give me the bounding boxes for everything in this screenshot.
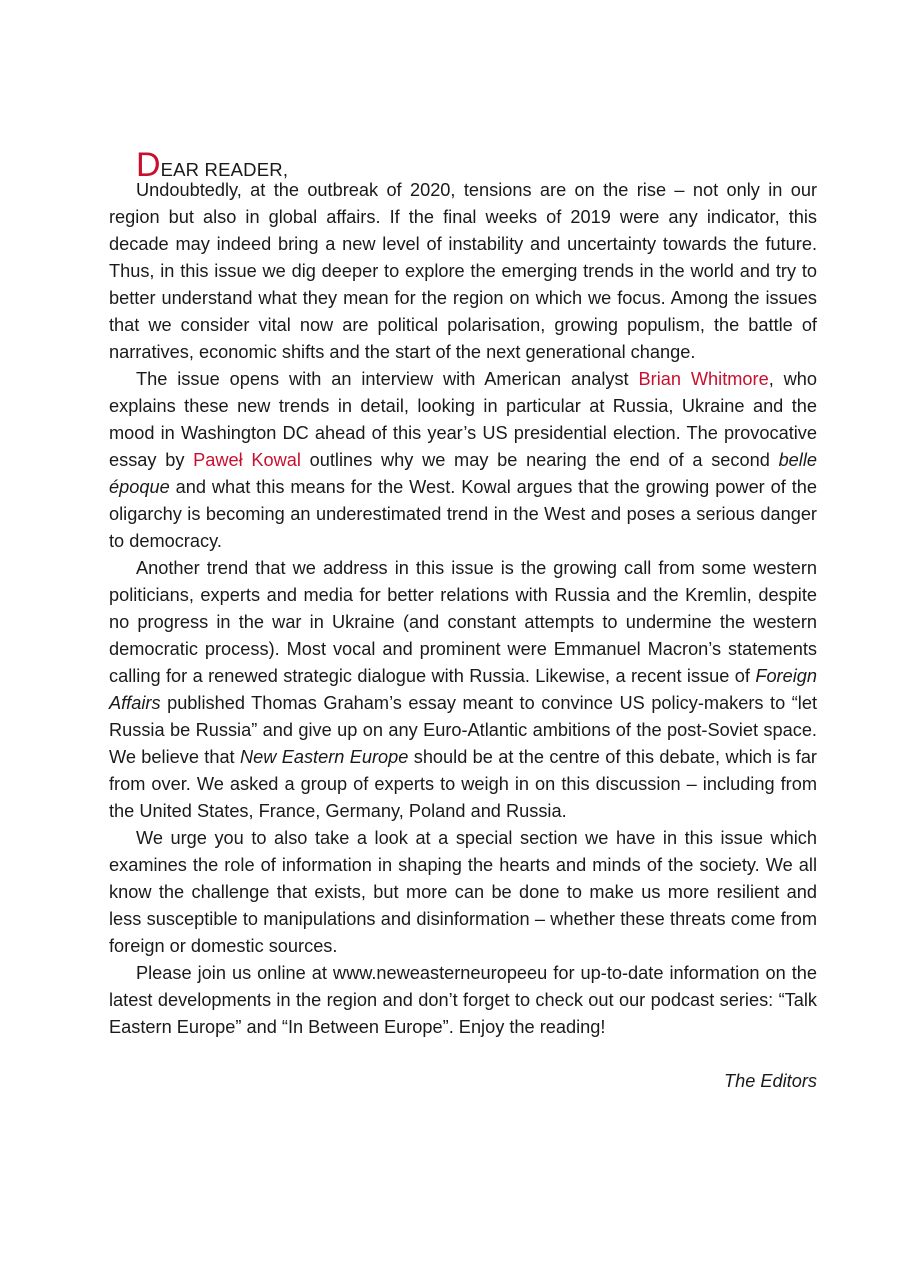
paragraph-trend-text-a: Another trend that we address in this issue is the growing call from some western politicians, experts and media for better relations with Russia and the Kremlin, despite no progress in the war in Ukraine (and constant attempts to undermine the western democratic process). Most vocal and prominent were Emmanuel Macron’s statements calling for a renewed strategic dialogue with Russia. Likewise, a recent issue of	[109, 558, 817, 686]
italic-foreign-affairs: Foreign Affairs	[109, 666, 817, 713]
paragraph-trend	[109, 555, 817, 825]
italic-new-eastern-europe: New Eastern Europe	[239, 747, 409, 767]
paragraph-interview-text-b: , who explains these new trends in detail, looking in particular at Russia, Ukraine and the mood in Washington DC ahead of this year’s US presidential election. The provocative essay by	[109, 369, 817, 470]
paragraph-online: Please join us online at www.neweasterneuropeeu for up-to-date information on the latest developments in the region and don’t forget to check out our podcast series: “Talk Eastern Europe” and “In Between Europe”. Enjoy the reading!	[109, 963, 817, 1037]
salutation-heading	[136, 146, 817, 184]
paragraph-intro: Undoubtedly, at the outbreak of 2020, tensions are on the rise – not only in our region but also in global affairs. If the final weeks of 2019 were any indicator, this decade may indeed bring a new level of instability and uncertainty towards the future. Thus, in this issue we dig deeper to explore the emerging trends in the world and try to better understand what they mean for the region on which we focus. Among the issues that we consider vital now are political polarisation, growing populism, the battle of narratives, economic shifts and the start of the next generational change.	[109, 180, 817, 362]
paragraph-interview-text-c: outlines why we may be nearing the end of a second	[300, 450, 779, 470]
drop-cap: D	[136, 146, 161, 184]
italic-belle-epoque: belle époque	[109, 450, 817, 497]
author-name-pawel-kowal: Paweł Kowal	[193, 450, 301, 470]
signature: The Editors	[724, 1071, 817, 1091]
paragraph-interview-text-d: and what this means for the West. Kowal argues that the growing power of the oligarchy is becoming an underestimated trend in the West and poses a serious danger to democracy.	[109, 477, 817, 551]
paragraph-interview	[109, 366, 817, 555]
letter-page	[109, 146, 817, 1095]
paragraph-interview-text-a: The issue opens with an interview with American analyst	[136, 369, 639, 389]
salutation-text: EAR READER,	[160, 159, 289, 180]
paragraph-trend-text-c: should be at the centre of this debate, which is far from over. We asked a group of experts to weigh in on this discussion – including from the United States, France, Germany, Poland and Russia.	[109, 747, 817, 821]
paragraph-trend-text-b: published Thomas Graham’s essay meant to convince US policy-makers to “let Russia be Russia” and give up on any Euro-Atlantic ambitions of the post-Soviet space. We believe that	[109, 693, 817, 767]
author-name-brian-whitmore: Brian Whitmore	[638, 369, 769, 389]
paragraph-special-section: We urge you to also take a look at a special section we have in this issue which examines the role of information in shaping the hearts and minds of the society. We all know the challenge that exists, but more can be done to make us more resilient and less susceptible to manipulations and disinformation – whether these threats come from foreign or domestic sources.	[109, 828, 817, 956]
